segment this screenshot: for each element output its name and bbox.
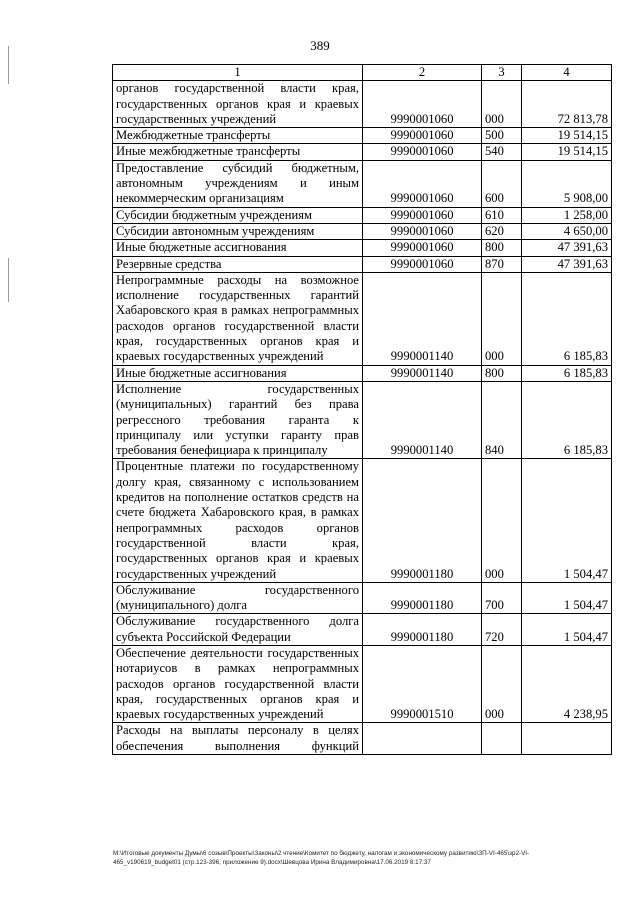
table-row xyxy=(113,223,612,239)
table-row xyxy=(113,128,612,144)
table-row xyxy=(113,81,612,128)
expense-name: Резервные средства xyxy=(113,256,363,272)
expense-type: 000 xyxy=(482,459,522,582)
table-row xyxy=(113,144,612,160)
expense-name: Иные бюджетные ассигнования xyxy=(113,240,363,256)
expense-name: органов государственной власти края, государственных органов края и краевых государственных учреждений xyxy=(113,81,363,128)
target-code: 9990001510 xyxy=(363,645,482,722)
column-header: 4 xyxy=(522,65,612,81)
target-code: 9990001140 xyxy=(363,381,482,458)
amount: 5 908,00 xyxy=(522,160,612,207)
footer-line: 465_v190619_budget01 (стр.123-396, приложение 9).docx\Шевцова Ирина Владимировна\17.06.2019 8:17:37 xyxy=(113,859,431,866)
expense-type: 000 xyxy=(482,645,522,722)
column-header: 3 xyxy=(482,65,522,81)
expense-type: 700 xyxy=(482,582,522,614)
table-row xyxy=(113,459,612,582)
target-code: 9990001060 xyxy=(363,160,482,207)
amount: 1 504,47 xyxy=(522,614,612,646)
target-code: 9990001060 xyxy=(363,256,482,272)
expense-name: Субсидии автономным учреждениям xyxy=(113,223,363,239)
expense-name: Процентные платежи по государственному долгу края, связанному с использованием кредитов на пополнение остатков средств на счете бюджета Хабаровского края, в рамках непрограммных расходов органов государственной власти края, государственных органов края и краевых государственных учреждений xyxy=(113,459,363,582)
expense-name: Иные бюджетные ассигнования xyxy=(113,365,363,381)
table-row xyxy=(113,645,612,722)
amount: 4 238,95 xyxy=(522,645,612,722)
table-header-row xyxy=(113,65,612,81)
scan-margin-mark xyxy=(8,46,9,84)
amount: 19 514,15 xyxy=(522,128,612,144)
amount: 6 185,83 xyxy=(522,272,612,365)
amount: 72 813,78 xyxy=(522,81,612,128)
budget-table xyxy=(112,64,612,755)
target-code: 9990001060 xyxy=(363,223,482,239)
expense-type: 500 xyxy=(482,128,522,144)
table-row xyxy=(113,207,612,223)
expense-name: Расходы на выплаты персоналу в целях обеспечения выполнения функций xyxy=(113,723,363,755)
table-row xyxy=(113,160,612,207)
expense-type: 800 xyxy=(482,365,522,381)
target-code: 9990001060 xyxy=(363,144,482,160)
expense-type: 610 xyxy=(482,207,522,223)
table-row xyxy=(113,240,612,256)
expense-type: 840 xyxy=(482,381,522,458)
target-code: 9990001180 xyxy=(363,614,482,646)
target-code: 9990001180 xyxy=(363,582,482,614)
expense-type xyxy=(482,723,522,755)
expense-name: Межбюджетные трансферты xyxy=(113,128,363,144)
expense-name: Обслуживание государственного (муниципального) долга xyxy=(113,582,363,614)
target-code: 9990001060 xyxy=(363,240,482,256)
amount: 19 514,15 xyxy=(522,144,612,160)
table-row xyxy=(113,365,612,381)
amount: 47 391,63 xyxy=(522,240,612,256)
expense-type: 870 xyxy=(482,256,522,272)
expense-name: Обслуживание государственного долга субъекта Российской Федерации xyxy=(113,614,363,646)
target-code xyxy=(363,723,482,755)
expense-name: Иные межбюджетные трансферты xyxy=(113,144,363,160)
expense-type: 000 xyxy=(482,81,522,128)
table-row xyxy=(113,582,612,614)
amount xyxy=(522,723,612,755)
expense-name: Исполнение государственных (муниципальных) гарантий без права регрессного требования гаранта к принципалу или уступки гаранту прав требования бенефициара к принципалу xyxy=(113,381,363,458)
expense-type: 620 xyxy=(482,223,522,239)
table-row xyxy=(113,723,612,755)
table-row xyxy=(113,272,612,365)
amount: 6 185,83 xyxy=(522,381,612,458)
expense-type: 800 xyxy=(482,240,522,256)
amount: 4 650,00 xyxy=(522,223,612,239)
expense-name: Субсидии бюджетным учреждениям xyxy=(113,207,363,223)
amount: 47 391,63 xyxy=(522,256,612,272)
table-row xyxy=(113,614,612,646)
expense-name: Непрограммные расходы на возможное исполнение государственных гарантий Хабаровского края в рамках непрограммных расходов органов государственной власти края, государственных органов края и краевых государственных учреждений xyxy=(113,272,363,365)
amount: 1 258,00 xyxy=(522,207,612,223)
table-row xyxy=(113,381,612,458)
column-header: 2 xyxy=(363,65,482,81)
amount: 1 504,47 xyxy=(522,582,612,614)
amount: 6 185,83 xyxy=(522,365,612,381)
expense-type: 000 xyxy=(482,272,522,365)
file-path-footer xyxy=(113,849,618,867)
expense-type: 600 xyxy=(482,160,522,207)
column-header: 1 xyxy=(113,65,363,81)
footer-line: M:\Итоговые документы Думы\6 созыв\Проекты\Законы\2 чтение\Комитет по бюджету, налогам и экономическому развитию\ЗП-VI-465\зр2-VI- xyxy=(113,850,530,857)
table-row xyxy=(113,256,612,272)
expense-type: 720 xyxy=(482,614,522,646)
scan-margin-mark xyxy=(8,258,9,302)
target-code: 9990001180 xyxy=(363,459,482,582)
target-code: 9990001140 xyxy=(363,365,482,381)
amount: 1 504,47 xyxy=(522,459,612,582)
expense-name: Предоставление субсидий бюджетным, автономным учреждениям и иным некоммерческим организациям xyxy=(113,160,363,207)
target-code: 9990001140 xyxy=(363,272,482,365)
expense-type: 540 xyxy=(482,144,522,160)
target-code: 9990001060 xyxy=(363,81,482,128)
target-code: 9990001060 xyxy=(363,128,482,144)
page-number: 389 xyxy=(310,38,330,53)
target-code: 9990001060 xyxy=(363,207,482,223)
expense-name: Обеспечение деятельности государственных нотариусов в рамках непрограммных расходов органов государственной власти края, государственных органов края и краевых государственных учреждений xyxy=(113,645,363,722)
